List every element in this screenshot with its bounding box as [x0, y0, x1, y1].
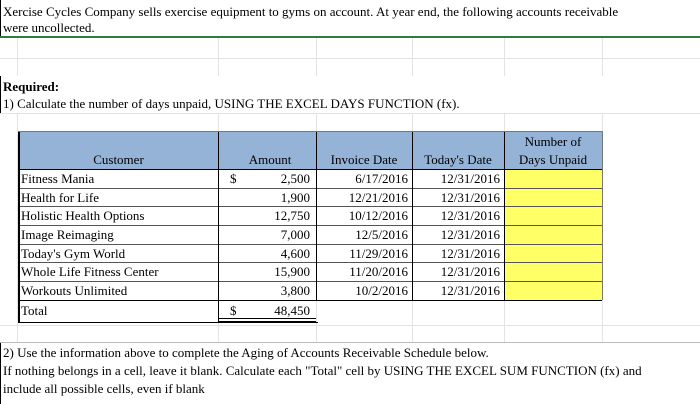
intro-line-1: Xercise Cycles Company sells exercise equipment to gyms on account. At year end, the following accounts receivable: [3, 4, 619, 19]
cell-customer: Today's Gym World: [21, 246, 126, 261]
cell-amount: 7,000: [280, 227, 310, 242]
part2-line-2: If nothing belongs in a cell, leave it blank. Calculate each "Total" cell by USING THE EXCEL SUM FUNCTION (fx) and: [3, 363, 642, 378]
total-double-underline: [218, 318, 316, 319]
header-days-unpaid-line1: Number of: [524, 134, 582, 149]
cell-customer: Workouts Unlimited: [21, 283, 128, 298]
cell-amount: 15,900: [274, 264, 310, 279]
part2-line-1: 2) Use the information above to complete the Aging of Accounts Receivable Schedule below.: [3, 345, 489, 360]
grid-line: [0, 113, 700, 114]
required-item-1: 1) Calculate the number of days unpaid, USING THE EXCEL DAYS FUNCTION (fx).: [3, 96, 460, 111]
row-divider: [19, 225, 602, 226]
required-heading: Required:: [3, 79, 60, 94]
row-divider: [19, 244, 602, 245]
header-amount: Amount: [248, 152, 292, 167]
cell-todays-date: 12/31/2016: [440, 283, 500, 298]
grid-line: [0, 325, 700, 326]
cell-invoice-date: 11/20/2016: [349, 264, 408, 279]
cell-invoice-date: 12/5/2016: [355, 227, 408, 242]
cell-amount: 4,600: [280, 246, 310, 261]
header-customer: Customer: [93, 152, 144, 167]
intro-cell-border: [0, 0, 1, 37]
row-divider: [19, 281, 602, 282]
total-dollar-sign: $: [230, 303, 237, 318]
header-todays-date: Today's Date: [424, 152, 492, 167]
cell-invoice-date: 12/21/2016: [348, 190, 408, 205]
grid-line: [0, 342, 700, 343]
column-divider: [316, 131, 317, 300]
part2-line-3: include all possible cells, even if blank: [3, 381, 205, 396]
cell-todays-date: 12/31/2016: [440, 208, 500, 223]
cell-todays-date: 12/31/2016: [440, 171, 500, 186]
cell-amount: 1,900: [280, 190, 310, 205]
required-cell-border: [0, 76, 1, 113]
cell-customer: Health for Life: [21, 190, 99, 205]
cell-invoice-date: 11/29/2016: [349, 246, 408, 261]
cell-invoice-date: 10/12/2016: [348, 208, 408, 223]
row-divider: [19, 169, 602, 170]
table-border-left: [18, 131, 20, 322]
cell-todays-date: 12/31/2016: [440, 264, 500, 279]
row-divider: [19, 262, 602, 263]
row-divider: [19, 300, 602, 301]
row-divider: [19, 188, 602, 189]
accent-divider: [0, 36, 700, 38]
header-days-unpaid-line2: Days Unpaid: [518, 152, 588, 167]
table-border-bottom: [18, 322, 318, 323]
cell-amount: 3,800: [280, 283, 310, 298]
row-divider: [19, 206, 602, 207]
column-divider: [602, 131, 603, 300]
part2-cell-border: [0, 342, 1, 404]
cell-customer: Whole Life Fitness Center: [21, 264, 159, 279]
cell-invoice-date: 10/2/2016: [355, 283, 408, 298]
cell-customer: Fitness Mania: [21, 171, 95, 186]
total-amount: 48,450: [274, 303, 310, 318]
grid-line: [0, 58, 700, 59]
intro-line-2: were uncollected.: [3, 20, 95, 35]
cell-todays-date: 12/31/2016: [440, 190, 500, 205]
header-invoice-date: Invoice Date: [330, 152, 398, 167]
cell-invoice-date: 6/17/2016: [355, 171, 408, 186]
cell-customer: Holistic Health Options: [21, 208, 145, 223]
column-divider: [218, 131, 219, 322]
cell-amount: 2,500: [280, 171, 310, 186]
column-divider: [504, 131, 505, 300]
cell-amount: 12,750: [274, 208, 310, 223]
column-divider: [412, 131, 413, 300]
cell-todays-date: 12/31/2016: [440, 246, 500, 261]
cell-todays-date: 12/31/2016: [440, 227, 500, 242]
cell-dollar-sign: $: [230, 171, 237, 186]
table-border-top: [18, 131, 603, 132]
cell-customer: Image Reimaging: [21, 227, 114, 242]
total-label: Total: [21, 303, 48, 318]
